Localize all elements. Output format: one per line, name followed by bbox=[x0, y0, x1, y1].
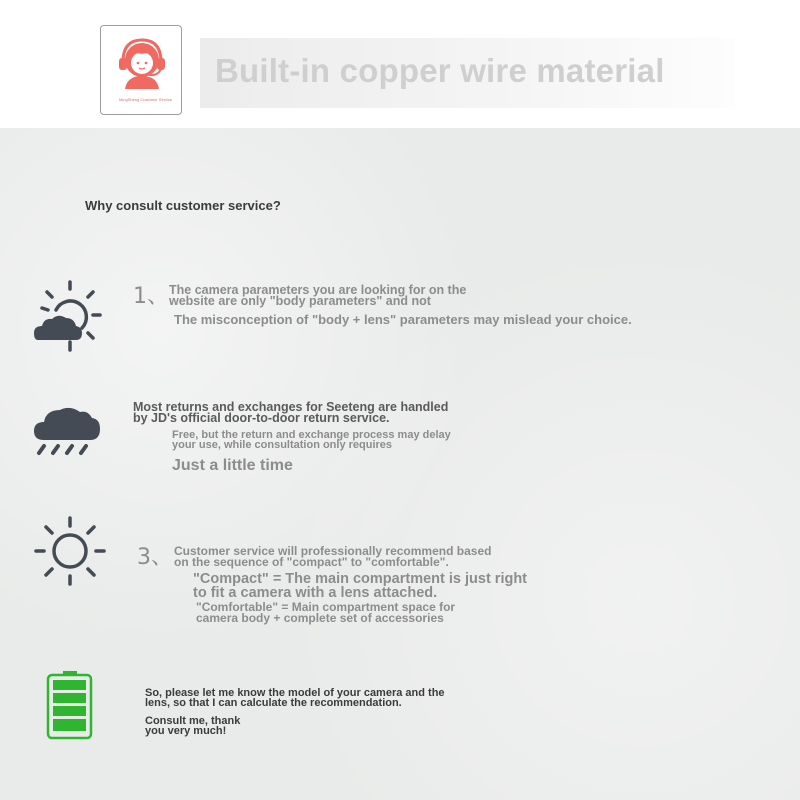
item-3-line-5: "Comfortable" = Main compartment space for bbox=[196, 600, 456, 614]
item-3-line-3: "Compact" = The main compartment is just right bbox=[193, 571, 528, 587]
item-1-line-1: The camera parameters you are looking for on the bbox=[169, 283, 467, 297]
item-1-line-2: website are only "body parameters" and not bbox=[169, 294, 431, 308]
item-4-line-2: lens, so that I can calculate the recommendation. bbox=[145, 697, 402, 709]
item-4-line-1: So, please let me know the model of your camera and the bbox=[145, 687, 445, 699]
item-1-number: 1、 bbox=[133, 284, 169, 309]
sun-behind-cloud-icon bbox=[30, 280, 106, 354]
item-2-line-3: Free, but the return and exchange process may delay bbox=[172, 429, 451, 441]
battery-full-icon bbox=[46, 670, 94, 740]
headset-agent-icon bbox=[117, 34, 167, 94]
sun-icon bbox=[33, 515, 107, 587]
header bbox=[0, 0, 800, 128]
item-2-line-4: your use, while consultation only requires bbox=[172, 439, 393, 451]
item-2-line-2: by JD's official door-to-door return service. bbox=[133, 411, 390, 425]
item-3-number: 3、 bbox=[137, 545, 173, 570]
item-4-line-4: you very much! bbox=[145, 725, 227, 737]
item-3-line-6: camera body + complete set of accessories bbox=[196, 611, 444, 625]
item-2-line-5: Just a little time bbox=[172, 457, 293, 474]
item-2-line-1: Most returns and exchanges for Seeteng are handled bbox=[133, 400, 449, 414]
item-3-line-1: Customer service will professionally recommend based bbox=[174, 544, 492, 558]
rain-cloud-icon bbox=[30, 402, 106, 458]
item-3-line-4: to fit a camera with a lens attached. bbox=[193, 585, 438, 601]
customer-service-logo bbox=[100, 25, 182, 115]
logo-caption: MingSheng Customer Service bbox=[119, 97, 173, 102]
item-3-line-2: on the sequence of "compact" to "comfortable". bbox=[174, 555, 449, 569]
question-heading: Why consult customer service? bbox=[85, 198, 281, 213]
item-1-line-3: The misconception of "body + lens" parameters may mislead your choice. bbox=[174, 312, 632, 327]
page-title: Built-in copper wire material bbox=[215, 52, 665, 89]
item-4-line-3: Consult me, thank bbox=[145, 715, 241, 727]
